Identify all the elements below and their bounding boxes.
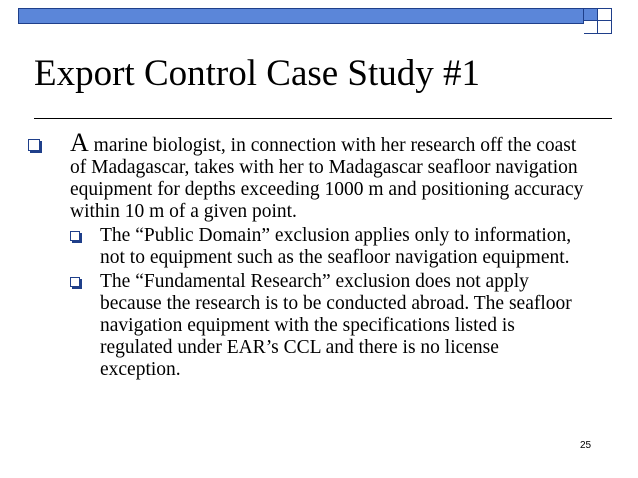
sub-bullet [70,225,608,269]
slide-title: Export Control Case Study #1 [34,53,481,94]
header-grid-block [584,8,598,34]
main-bullet [28,128,608,223]
square-bullet-icon [28,139,40,151]
header-grid-block-right [598,8,612,34]
square-bullet-icon [70,231,80,241]
square-bullet-icon [70,277,80,287]
sub-bullet-list [28,225,608,381]
sub-bullet-text: The “Public Domain” exclusion applies only to information, not to equipment such as the seafloor navigation equipment. [100,225,572,268]
slide-content [28,128,608,383]
main-bullet-body: marine biologist, in connection with her research off the coast of Madagascar, takes with her to Madagascar seafloor navigation equipment for depths exceeding 1000 m and positioning accuracy within 10 m of a given point. [70,135,584,222]
top-decorative-bar [18,8,612,34]
page-number: 25 [580,440,592,451]
sub-bullet [70,271,608,381]
main-bullet-text [70,128,590,223]
header-blue-bar [18,8,584,24]
main-bullet-lead-letter: A [70,128,89,157]
title-divider [34,118,612,119]
sub-bullet-text: The “Fundamental Research” exclusion does not apply because the research is to be conducted abroad. The seafloor navigation equipment with the specifications listed is regulated under EAR’s CCL and there is no license exception. [100,271,572,380]
